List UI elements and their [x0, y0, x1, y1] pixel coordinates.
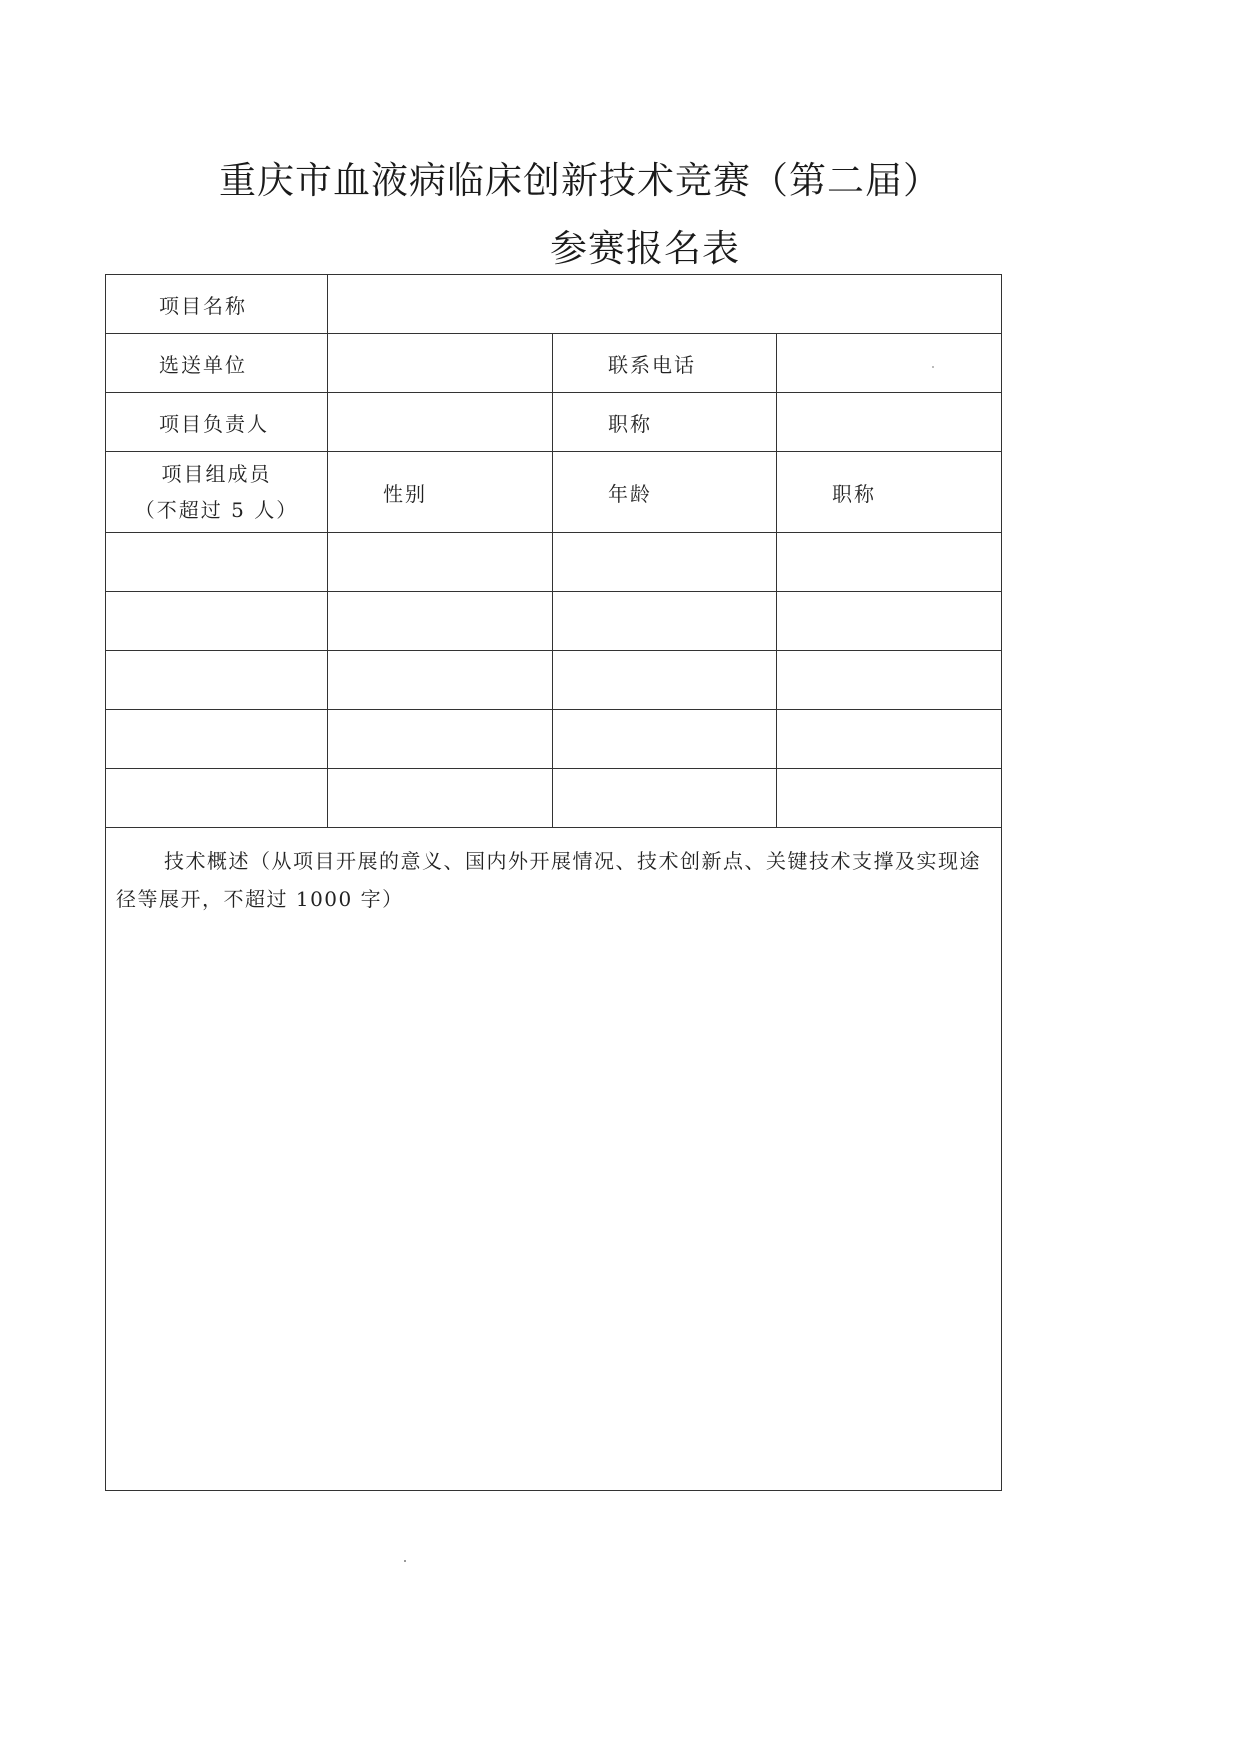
- member-age-field[interactable]: [553, 533, 777, 592]
- overview-label: 技术概述（从项目开展的意义、国内外开展情况、技术创新点、关键技术支撑及实现途径等展开，不超过 1000 字）: [116, 849, 981, 911]
- members-label-line2: （不超过 5 人）: [134, 498, 299, 522]
- unit-label: 选送单位: [106, 334, 328, 393]
- phone-label: 联系电话: [553, 334, 777, 393]
- leader-field[interactable]: [328, 393, 553, 452]
- age-header: 年龄: [553, 452, 777, 533]
- member-gender-field[interactable]: [328, 592, 553, 651]
- project-name-label: 项目名称: [106, 275, 328, 334]
- row-members-header: [106, 452, 1002, 533]
- member-name-field[interactable]: [106, 592, 328, 651]
- phone-field[interactable]: [777, 334, 1002, 393]
- document-title: 重庆市血液病临床创新技术竞赛（第二届）: [219, 159, 941, 202]
- leader-label: 项目负责人: [106, 393, 328, 452]
- member-row: [106, 533, 1002, 592]
- row-unit: [106, 334, 1002, 393]
- leader-title-field[interactable]: [777, 393, 1002, 452]
- document-subtitle: 参赛报名表: [550, 227, 740, 270]
- members-label-line1: 项目组成员: [161, 462, 272, 486]
- member-name-field[interactable]: [106, 769, 328, 828]
- gender-header: 性别: [328, 452, 553, 533]
- member-gender-field[interactable]: [328, 533, 553, 592]
- member-title-field[interactable]: [777, 533, 1002, 592]
- member-age-field[interactable]: [553, 710, 777, 769]
- member-age-field[interactable]: [553, 651, 777, 710]
- project-name-field[interactable]: [328, 275, 1002, 334]
- member-title-field[interactable]: [777, 592, 1002, 651]
- row-leader: [106, 393, 1002, 452]
- scan-speck: [404, 1560, 406, 1562]
- row-project-name: [106, 275, 1002, 334]
- members-label: [106, 452, 328, 533]
- member-gender-field[interactable]: [328, 769, 553, 828]
- member-row: [106, 710, 1002, 769]
- member-name-field[interactable]: [106, 533, 328, 592]
- member-title-field[interactable]: [777, 769, 1002, 828]
- member-age-field[interactable]: [553, 769, 777, 828]
- row-overview: [106, 828, 1002, 1491]
- member-title-field[interactable]: [777, 651, 1002, 710]
- member-name-field[interactable]: [106, 651, 328, 710]
- member-age-field[interactable]: [553, 592, 777, 651]
- member-row: [106, 769, 1002, 828]
- registration-form-table: [105, 274, 1002, 1491]
- scan-speck: [932, 366, 934, 368]
- leader-title-label: 职称: [553, 393, 777, 452]
- member-name-field[interactable]: [106, 710, 328, 769]
- member-gender-field[interactable]: [328, 710, 553, 769]
- member-row: [106, 651, 1002, 710]
- member-gender-field[interactable]: [328, 651, 553, 710]
- overview-field[interactable]: [106, 828, 1002, 1491]
- member-title-field[interactable]: [777, 710, 1002, 769]
- unit-field[interactable]: [328, 334, 553, 393]
- member-row: [106, 592, 1002, 651]
- member-title-header: 职称: [777, 452, 1002, 533]
